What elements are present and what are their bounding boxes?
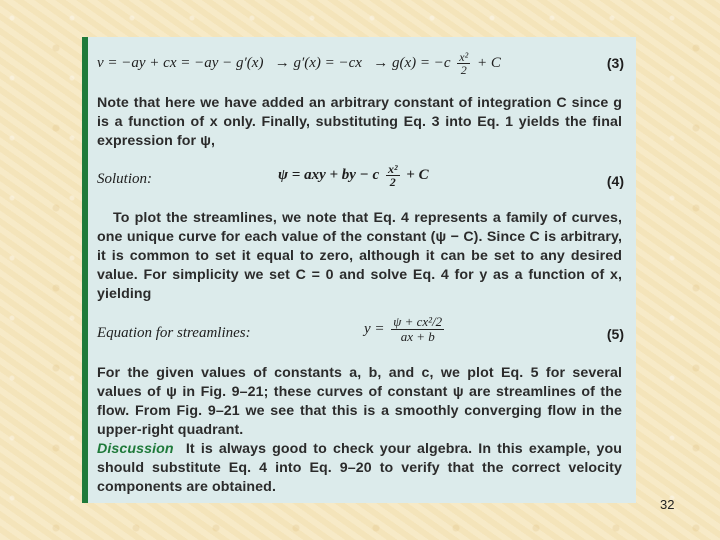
discussion-heading: Discussion (97, 441, 174, 457)
eq5-lhs: y = (364, 320, 385, 337)
eq4-number: (4) (606, 173, 624, 189)
eq3-mid: → g′(x) = −cx (274, 54, 362, 71)
paragraph-2: To plot the streamlines, we note that Eq. 4 represents a family of curves, one unique curve for each value of the constant (ψ − C). Since C is arbitrary, it is common to set it equal to zero, although it can be set to any desired value. For simplicity we set C = 0 and solve Eq. 4 for y as a function of x, yielding (97, 210, 622, 302)
eq3-frac-den: 2 (457, 63, 470, 76)
paragraph-3: For the given values of constants a, b, and c, we plot Eq. 5 for several values of ψ in Fig. 9–21; these curves of constant ψ are streamlines of the flow. From Fig. 9–21 we see that this is a smoothly converging flow in the upper-right quadrant. (97, 365, 622, 438)
discussion-body: It is always good to check your algebra. In this example, you should substitute Eq. 4 into Eq. 9–20 to verify that the correct velocity components are obtained. (97, 441, 622, 495)
eq4-frac-num: x² (387, 162, 398, 176)
eq3-rhs: → g(x) = −c (373, 54, 451, 71)
eq4-frac-den: 2 (386, 175, 400, 188)
example-panel (82, 37, 636, 503)
eq3-number: (3) (606, 55, 624, 71)
eq5-label: Equation for streamlines: (97, 325, 251, 341)
eq3-fraction (457, 51, 470, 76)
discussion-paragraph (97, 440, 622, 497)
eq4-tail: + C (406, 166, 429, 183)
eq3-tail: + C (476, 54, 501, 71)
eq5-frac-den: ax + b (391, 329, 444, 344)
eq3-frac-num: x² (459, 50, 469, 64)
equation-5 (364, 315, 447, 344)
eq4-lhs: ψ = axy + by − c (278, 166, 380, 183)
eq5-fraction (391, 315, 444, 344)
paragraph-1: Note that here we have added an arbitrary constant of integration C since g is a function of x only. Finally, substituting Eq. 3 into Eq. 1 yields the final expression for ψ, (97, 95, 622, 149)
equation-3 (97, 51, 501, 76)
eq5-frac-num: ψ + cx²/2 (393, 314, 443, 329)
eq5-number: (5) (606, 326, 624, 342)
eq4-label: Solution: (97, 171, 152, 187)
eq4-fraction (386, 163, 400, 188)
eq3-lhs: v = −ay + cx = −ay − g′(x) (97, 54, 264, 71)
equation-4 (278, 163, 429, 188)
page-number: 32 (660, 497, 675, 512)
